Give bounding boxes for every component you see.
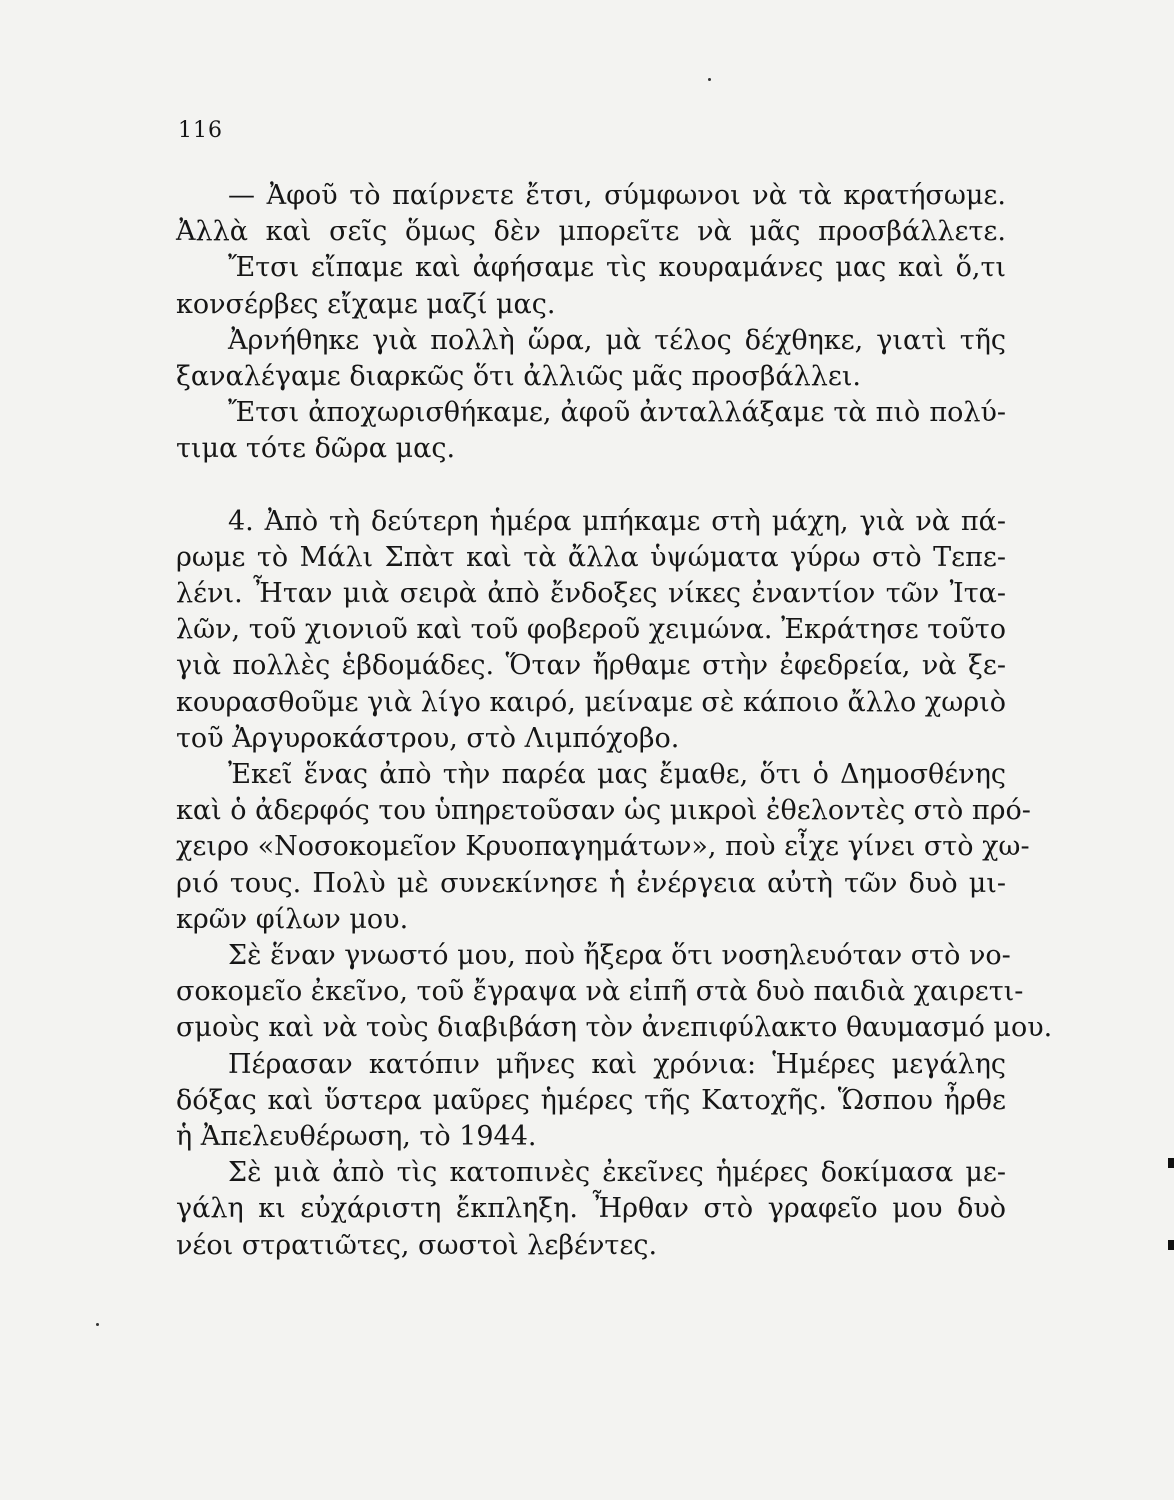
text-line: Πέρασαν κατόπιν μῆνες καὶ χρόνια: Ἡμέρες μεγάλης: [228, 1048, 1006, 1080]
text-line: Ἀλλὰ καὶ σεῖς ὅμως δὲν μπορεῖτε νὰ μᾶς προσβάλλετε.: [176, 216, 1006, 248]
text-line: γιὰ πολλὲς ἑβδομάδες. Ὅταν ἤρθαμε στὴν ἐφεδρεία, νὰ ξε-: [176, 650, 1006, 682]
text-line: Σὲ μιὰ ἀπὸ τὶς κατοπινὲς ἐκεῖνες ἡμέρες δοκίμασα με-: [228, 1157, 1006, 1189]
text-line: λῶν, τοῦ χιονιοῦ καὶ τοῦ φοβεροῦ χειμώνα. Ἐκράτησε τοῦτο: [176, 614, 1006, 646]
text-line: χειρο «Νοσοκομεῖον Κρυοπαγημάτων», ποὺ εἶχε γίνει στὸ χω-: [176, 831, 1030, 863]
text-line: κρῶν φίλων μου.: [176, 903, 409, 935]
text-line: λένι. Ἦταν μιὰ σειρὰ ἀπὸ ἔνδοξες νίκες ἐναντίον τῶν Ἰτα-: [176, 578, 1006, 610]
scan-edge-mark: [1168, 1158, 1174, 1168]
scan-edge-mark: [1168, 1240, 1174, 1250]
text-line: σμοὺς καὶ νὰ τοὺς διαβιβάση τὸν ἀνεπιφύλακτο θαυμασμό μου.: [176, 1012, 1053, 1044]
text-line: ρωμε τὸ Μάλι Σπὰτ καὶ τὰ ἄλλα ὑψώματα γύρω στὸ Τεπε-: [176, 541, 1006, 573]
text-line: τιμα τότε δῶρα μας.: [176, 433, 456, 465]
text-line: κουρασθοῦμε γιὰ λίγο καιρό, μείναμε σὲ κάποιο ἄλλο χωριὸ: [176, 686, 1006, 718]
text-line: Ἐκεῖ ἕνας ἀπὸ τὴν παρέα μας ἔμαθε, ὅτι ὁ Δημοσθένης: [228, 759, 1006, 791]
text-line: Ἔτσι ἀποχωρισθήκαμε, ἀφοῦ ἀνταλλάξαμε τὰ πιὸ πολύ-: [228, 397, 1006, 429]
body-text: [176, 178, 1053, 1264]
text-line: Σὲ ἕναν γνωστό μου, ποὺ ἤξερα ὅτι νοσηλευόταν στὸ νο-: [228, 940, 1011, 972]
text-line: κονσέρβες εἴχαμε μαζί μας.: [176, 288, 556, 320]
text-line: δόξας καὶ ὕστερα μαῦρες ἡμέρες τῆς Κατοχῆς. Ὥσπου ἦρθε: [176, 1084, 1006, 1116]
text-line: ριό τους. Πολὺ μὲ συνεκίνησε ἡ ἐνέργεια αὐτὴ τῶν δυὸ μι-: [176, 867, 1006, 899]
text-line: νέοι στρατιῶτες, σωστοὶ λεβέντες.: [176, 1229, 658, 1261]
text-line: καὶ ὁ ἀδερφός του ὑπηρετοῦσαν ὡς μικροὶ ἐθελοντὲς στὸ πρό-: [176, 795, 1031, 827]
page-number: 116: [178, 118, 223, 143]
section-gap: [176, 468, 1006, 504]
text-line: ξαναλέγαμε διαρκῶς ὅτι ἀλλιῶς μᾶς προσβάλλει.: [176, 361, 862, 393]
scan-speck: [708, 78, 711, 81]
text-line: γάλη κι εὐχάριστη ἔκπληξη. Ἦρθαν στὸ γραφεῖο μου δυὸ: [176, 1193, 1006, 1225]
text-line: Ἔτσι εἴπαμε καὶ ἀφήσαμε τὶς κουραμάνες μας καὶ ὅ,τι: [228, 252, 1006, 284]
text-line: — Ἀφοῦ τὸ παίρνετε ἔτσι, σύμφωνοι νὰ τὰ κρατήσωμε.: [228, 180, 1006, 211]
text-line: Ἀρνήθηκε γιὰ πολλὴ ὥρα, μὰ τέλος δέχθηκε, γιατὶ τῆς: [228, 324, 1006, 356]
text-line: 4. Ἀπὸ τὴ δεύτερη ἡμέρα μπήκαμε στὴ μάχη, γιὰ νὰ πά-: [228, 505, 1006, 537]
scan-speck: [96, 1323, 99, 1326]
text-line: ἡ Ἀπελευθέρωση, τὸ 1944.: [176, 1121, 537, 1153]
text-line: σοκομεῖο ἐκεῖνο, τοῦ ἔγραψα νὰ εἰπῆ στὰ δυὸ παιδιὰ χαιρετι-: [176, 976, 1024, 1008]
text-line: τοῦ Ἀργυροκάστρου, στὸ Λιμπόχοβο.: [176, 722, 680, 754]
